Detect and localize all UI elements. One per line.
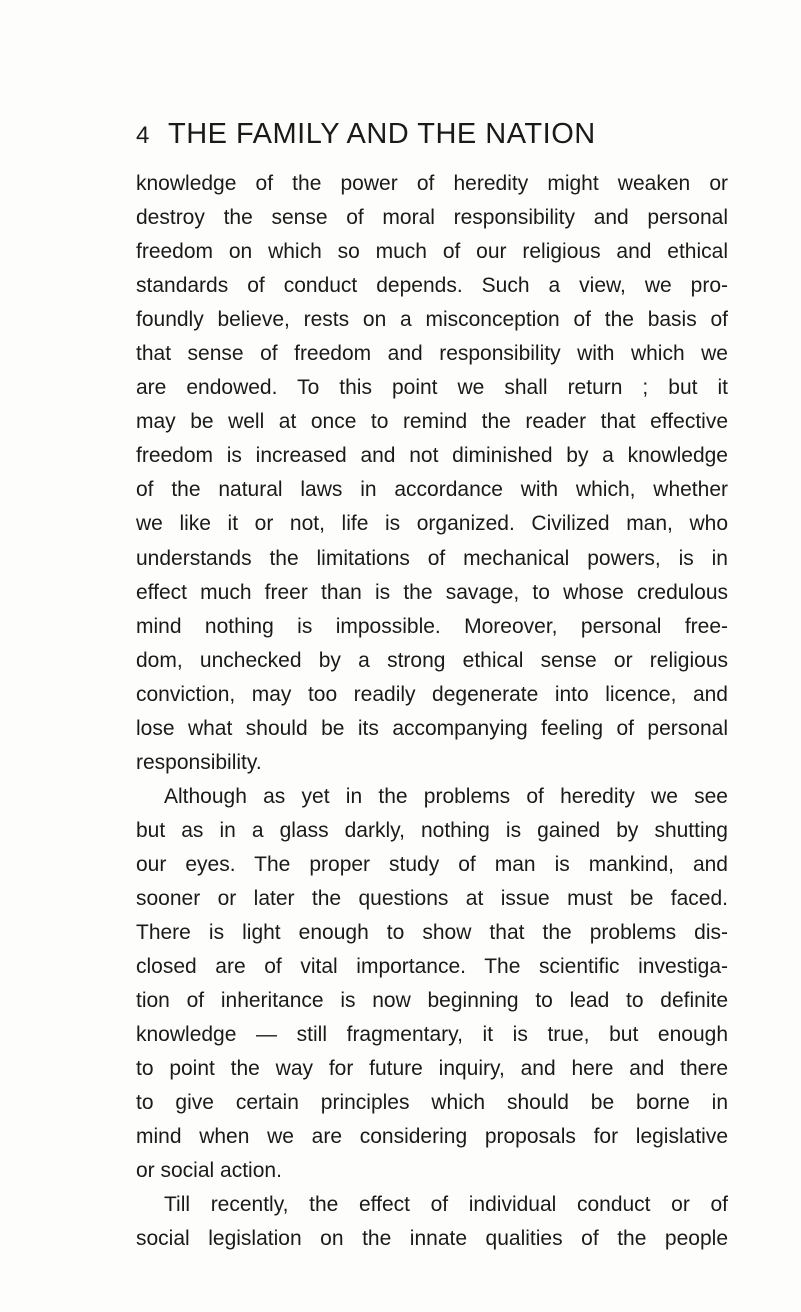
paragraph-first-line: Although as yet in the problems of heredity we see (164, 784, 728, 808)
text-line: freedom on which so much of our religious and ethical (136, 240, 728, 264)
text-line: we like it or not, life is organized. Civilized man, who (136, 512, 728, 536)
text-line: are endowed. To this point we shall return ; but it (136, 376, 728, 400)
text-line: destroy the sense of moral responsibility and personal (136, 206, 728, 230)
paragraph-first-line: Till recently, the effect of individual conduct or of (164, 1193, 728, 1217)
text-line: standards of conduct depends. Such a view, we pro- (136, 274, 728, 298)
text-line: our eyes. The proper study of man is mankind, and (136, 852, 728, 876)
text-line: to point the way for future inquiry, and here and there (136, 1057, 728, 1081)
body-text (136, 167, 728, 1257)
running-title: THE FAMILY AND THE NATION (168, 118, 596, 150)
text-line: knowledge — still fragmentary, it is true, but enough (136, 1023, 728, 1047)
text-line: foundly believe, rests on a misconception of the basis of (136, 308, 728, 332)
text-line: lose what should be its accompanying feeling of personal (136, 716, 728, 740)
paragraph-last-line: responsibility. (136, 750, 262, 774)
text-line: closed are of vital importance. The scientific investiga- (136, 955, 728, 979)
text-line: dom, unchecked by a strong ethical sense or religious (136, 648, 728, 672)
text-line: tion of inheritance is now beginning to lead to definite (136, 989, 728, 1013)
text-line: social legislation on the innate qualities of the people (136, 1227, 728, 1251)
text-line: but as in a glass darkly, nothing is gained by shutting (136, 818, 728, 842)
page-header (136, 118, 736, 154)
text-line: sooner or later the questions at issue must be faced. (136, 886, 728, 910)
text-line: of the natural laws in accordance with which, whether (136, 478, 728, 502)
page-number: 4 (136, 122, 150, 149)
text-line: knowledge of the power of heredity might weaken or (136, 172, 728, 195)
text-line: freedom is increased and not diminished by a knowledge (136, 444, 728, 468)
text-line: mind when we are considering proposals for legislative (136, 1125, 728, 1149)
text-line: effect much freer than is the savage, to whose credulous (136, 580, 728, 604)
text-line: mind nothing is impossible. Moreover, personal free- (136, 614, 728, 638)
text-line: conviction, may too readily degenerate into licence, and (136, 682, 728, 706)
text-line: may be well at once to remind the reader that effective (136, 410, 728, 434)
text-line: There is light enough to show that the problems dis- (136, 921, 728, 945)
paragraph-last-line: or social action. (136, 1159, 282, 1183)
text-line: to give certain principles which should be borne in (136, 1091, 728, 1115)
text-line: that sense of freedom and responsibility with which we (136, 342, 728, 366)
text-line: understands the limitations of mechanical powers, is in (136, 546, 728, 570)
